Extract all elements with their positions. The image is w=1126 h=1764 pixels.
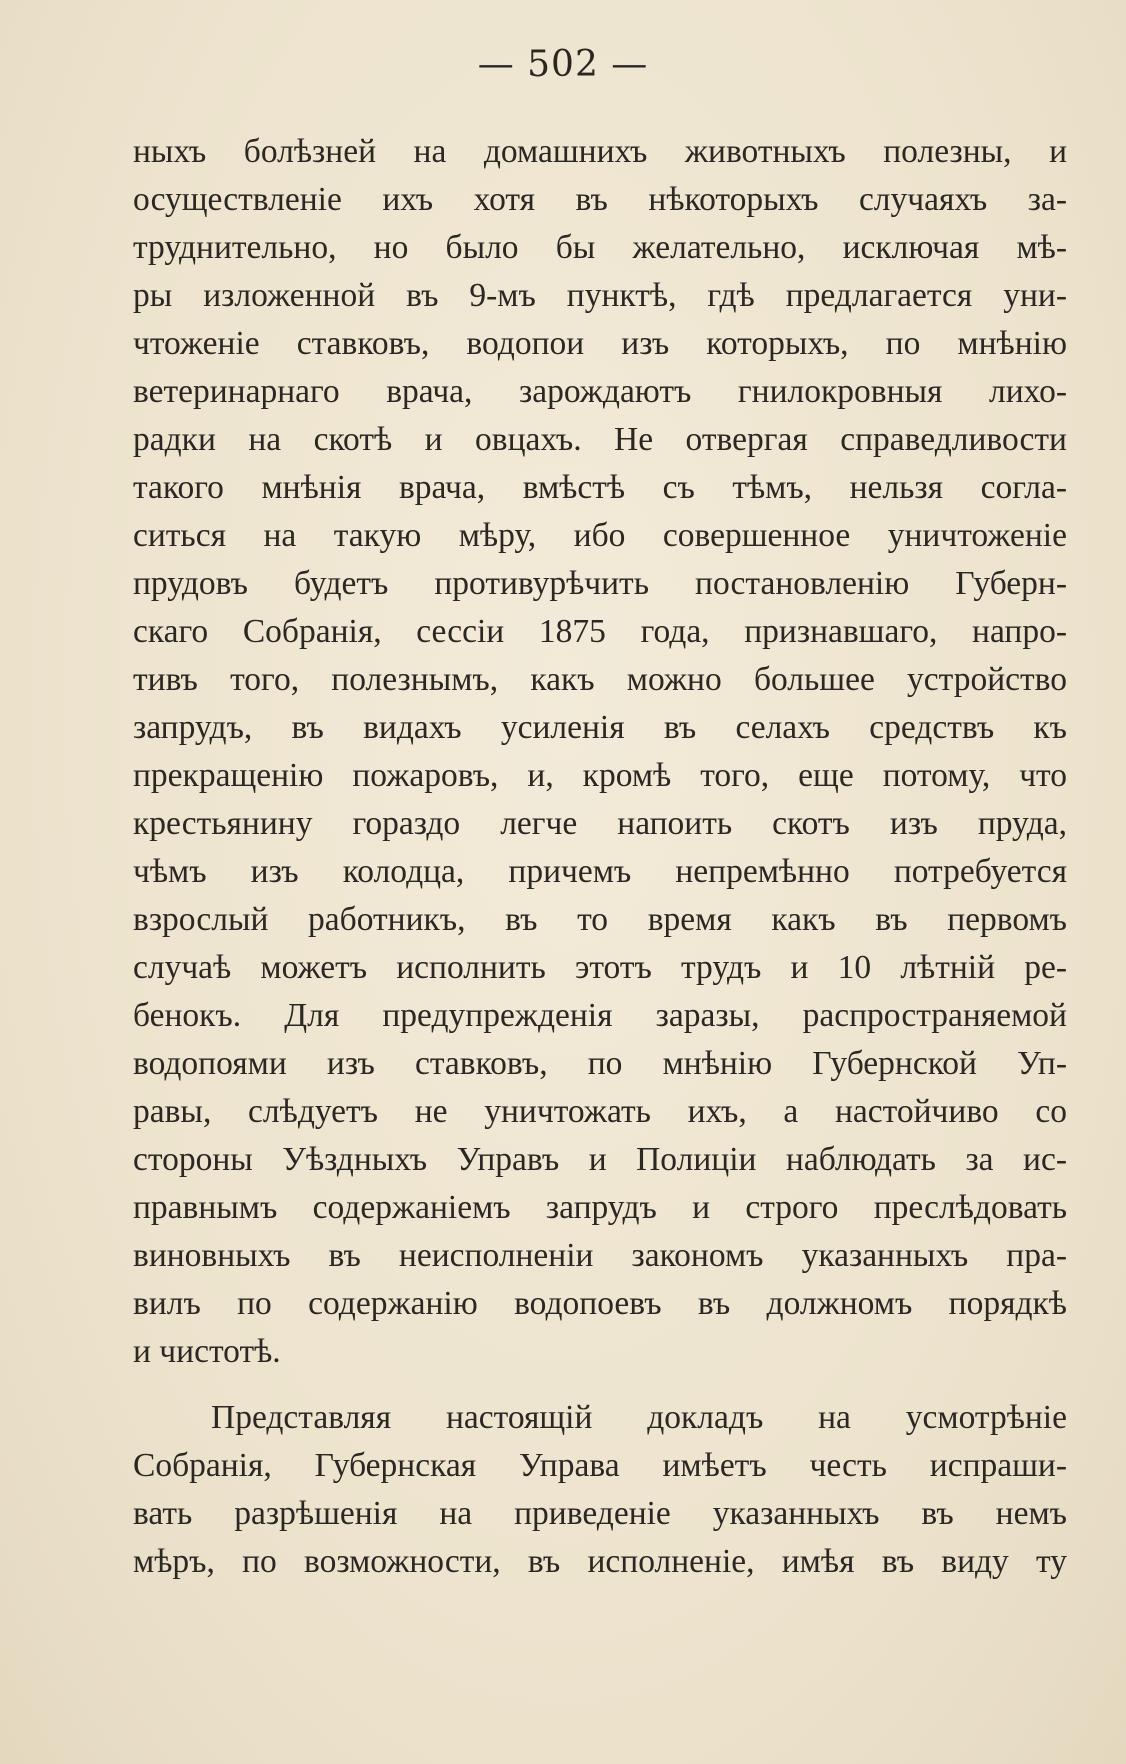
text-line: такого мнѣнія врача, вмѣстѣ съ тѣмъ, нельзя согла- [133, 469, 1067, 506]
text-line: ры изложенной въ 9-мъ пунктѣ, гдѣ предлагается уни- [133, 277, 1067, 314]
text-line: правнымъ содержаніемъ запрудъ и строго преслѣдовать [133, 1189, 1067, 1226]
text-line: взрослый работникъ, въ то время какъ въ первомъ [133, 901, 1067, 938]
text-line: осуществленіе ихъ хотя въ нѣкоторыхъ случаяхъ за- [133, 181, 1067, 218]
text-line: стороны Уѣздныхъ Управъ и Полиціи наблюдать за ис- [133, 1141, 1067, 1178]
text-line: вать разрѣшенія на приведеніе указанныхъ въ немъ [133, 1495, 1067, 1532]
text-line: виновныхъ въ неисполненіи закономъ указанныхъ пра- [133, 1237, 1067, 1274]
text-line: чтоженіе ставковъ, водопои изъ которыхъ, по мнѣнію [133, 325, 1067, 362]
text-line: радки на скотѣ и овцахъ. Не отвергая справедливости [133, 421, 1067, 458]
text-line: вилъ по содержанію водопоевъ въ должномъ порядкѣ [133, 1285, 1067, 1322]
text-line: и чистотѣ. [133, 1333, 281, 1370]
text-line: водопоями изъ ставковъ, по мнѣнію Губернской Уп- [133, 1045, 1067, 1082]
text-line: прекращенію пожаровъ, и, кромѣ того, еще потому, что [133, 757, 1067, 794]
body-text [133, 128, 1067, 1586]
text-line: равы, слѣдуетъ не уничтожать ихъ, а настойчиво со [133, 1093, 1067, 1130]
text-line: случаѣ можетъ исполнить этотъ трудъ и 10 лѣтній ре- [133, 949, 1067, 986]
text-line: крестьянину гораздо легче напоить скотъ изъ пруда, [133, 805, 1067, 842]
paragraph-1 [133, 128, 1067, 1376]
paragraph-2 [133, 1394, 1067, 1586]
text-line: чѣмъ изъ колодца, причемъ непремѣнно потребуется [133, 853, 1067, 890]
text-line: запрудъ, въ видахъ усиленія въ селахъ средствъ къ [133, 709, 1067, 746]
page-number: — 502 — [477, 44, 649, 85]
text-line: тивъ того, полезнымъ, какъ можно большее устройство [133, 661, 1067, 698]
text-line: ситься на такую мѣру, ибо совершенное уничтоженіе [133, 517, 1067, 554]
text-line: ветеринарнаго врача, зарождаютъ гнилокровныя лихо- [133, 373, 1067, 410]
text-line: Собранія, Губернская Управа имѣетъ честь испраши- [133, 1447, 1067, 1484]
text-line: мѣръ, по возможности, въ исполненіе, имѣя въ виду ту [133, 1543, 1067, 1580]
text-line: бенокъ. Для предупрежденія заразы, распространяемой [133, 997, 1067, 1034]
text-line: ныхъ болѣзней на домашнихъ животныхъ полезны, и [133, 133, 1067, 170]
text-line: Представляя настоящій докладъ на усмотрѣніе [211, 1399, 1067, 1436]
text-line: прудовъ будетъ противурѣчить постановленію Губерн- [133, 565, 1067, 602]
text-line: труднительно, но было бы желательно, исключая мѣ- [133, 229, 1067, 266]
paragraph-gap [133, 1376, 1067, 1394]
text-line: скаго Собранія, сессіи 1875 года, признавшаго, напро- [133, 613, 1067, 650]
